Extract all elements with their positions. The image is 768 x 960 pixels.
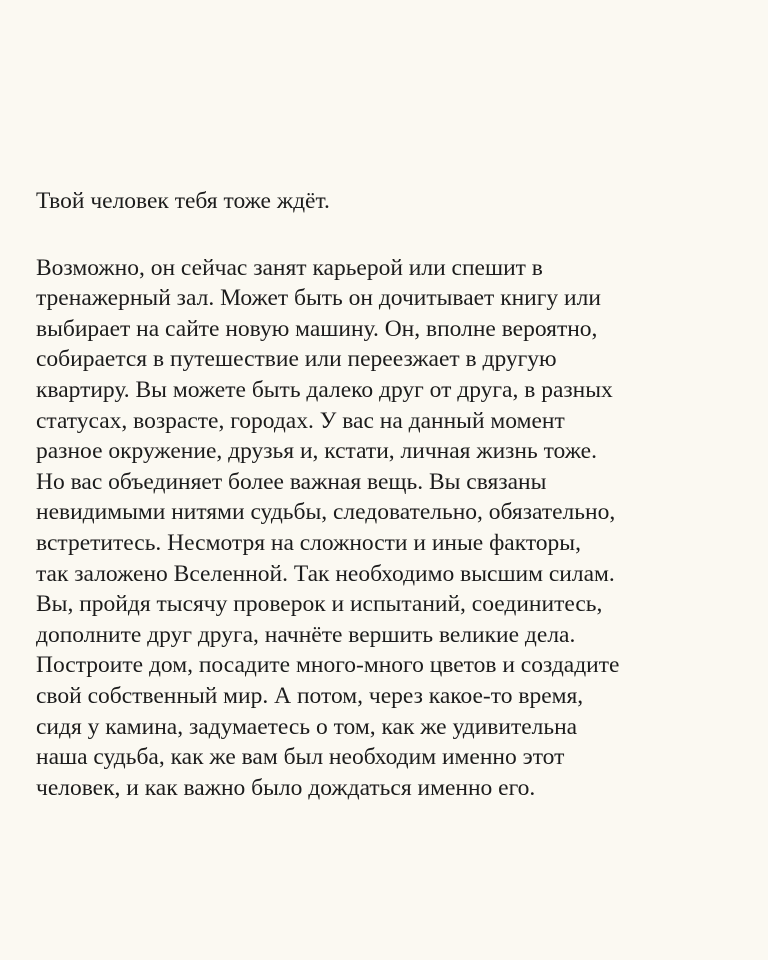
body-line: Возможно, он сейчас занят карьерой или спешит в	[36, 254, 543, 281]
paragraph-gap	[36, 217, 756, 253]
body-line: собирается в путешествие или переезжает в другую	[36, 346, 557, 373]
body-line: встретитесь. Несмотря на сложности и иные факторы,	[36, 529, 581, 556]
body-line: наша судьба, как же вам был необходим именно этот	[36, 744, 565, 771]
body-line: квартиру. Вы можете быть далеко друг от друга, в разных	[36, 376, 613, 403]
body-line: так заложено Вселенной. Так необходимо высшим силам.	[36, 560, 615, 587]
body-line: человек, и как важно было дождаться именно его.	[36, 774, 536, 801]
post-text-block	[36, 186, 756, 803]
body-line: Вы, пройдя тысячу проверок и испытаний, соединитесь,	[36, 591, 603, 618]
body-line: Построите дом, посадите много-много цветов и создадите	[36, 652, 620, 679]
body-line: статусах, возрасте, городах. У вас на данный момент	[36, 407, 565, 434]
post-body	[36, 253, 756, 804]
body-line: свой собственный мир. А потом, через какое-то время,	[36, 682, 584, 709]
body-line: выбирает на сайте новую машину. Он, вполне вероятно,	[36, 315, 598, 342]
body-line: невидимыми нитями судьбы, следовательно, обязательно,	[36, 499, 616, 526]
body-line: тренажерный зал. Может быть он дочитывает книгу или	[36, 285, 601, 312]
post-title: Твой человек тебя тоже ждёт.	[36, 188, 330, 214]
body-line: Но вас объединяет более важная вещь. Вы связаны	[36, 468, 547, 495]
body-line: разное окружение, друзья и, кстати, личная жизнь тоже.	[36, 438, 597, 465]
body-line: сидя у камина, задумаетесь о том, как же удивительна	[36, 713, 578, 740]
body-line: дополните друг друга, начнёте вершить великие дела.	[36, 621, 576, 648]
